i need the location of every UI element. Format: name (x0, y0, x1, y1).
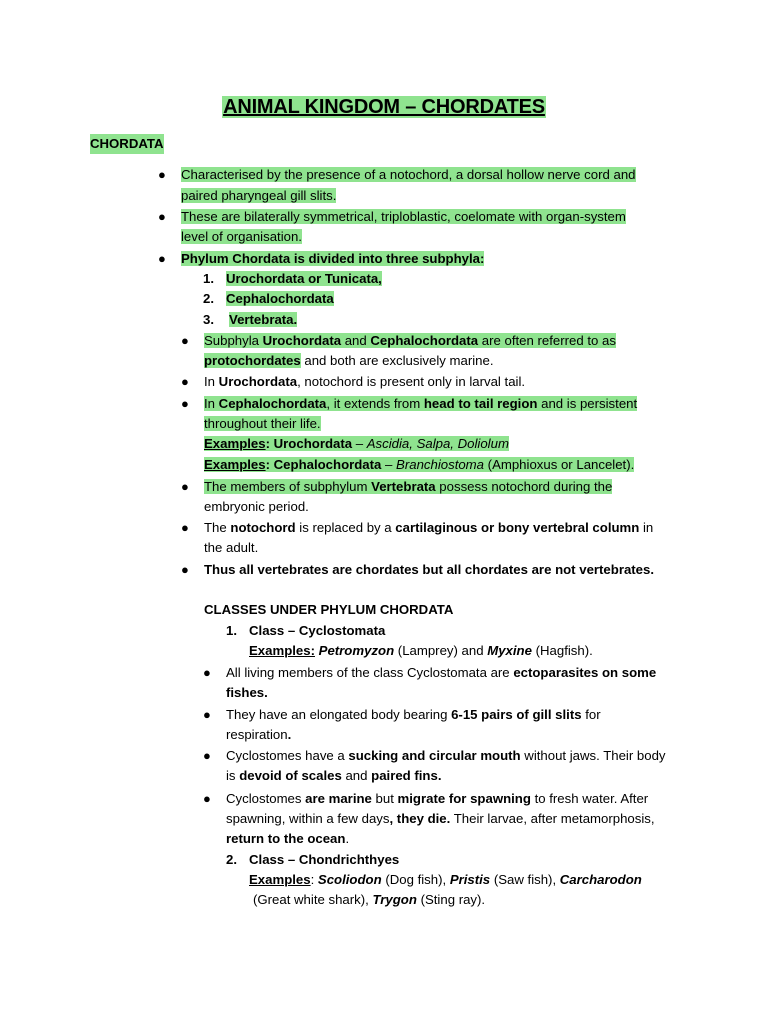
paragraph-line: spawning, within a few days, they die. Their larvae, after metamorphosis, (226, 811, 655, 826)
paragraph-line: is devoid of scales and paired fins. (226, 768, 442, 783)
paragraph-line: level of organisation. (181, 229, 302, 244)
bullet-icon: ● (181, 520, 189, 535)
paragraph-line: respiration. (226, 727, 292, 742)
bullet-icon: ● (181, 333, 189, 348)
paragraph-line: The members of subphylum Vertebrata possess notochord during the (204, 479, 613, 494)
paragraph-line: In Cephalochordata, it extends from head to tail region and is persistent (204, 396, 638, 411)
bullet-icon: ● (158, 251, 166, 266)
bullet-icon: ● (181, 396, 189, 411)
subphylum-item: Urochordata or Tunicata, (226, 271, 382, 286)
paragraph-line: Subphyla Urochordata and Cephalochordata are often referred to as (204, 333, 616, 348)
examples-line: Examples: Urochordata – Ascidia, Salpa, Doliolum (204, 436, 509, 451)
paragraph-line: protochordates and both are exclusively marine. (204, 353, 494, 368)
class-title: Class – Chondrichthyes (249, 852, 400, 867)
paragraph-line: paired pharyngeal gill slits. (181, 188, 337, 203)
subphylum-item: Cephalochordata (226, 291, 334, 306)
page-title: ANIMAL KINGDOM – CHORDATES (223, 96, 545, 118)
examples-line: Examples: Scoliodon (Dog fish), Pristis (Saw fish), Carcharodon (249, 872, 642, 887)
paragraph-line: embryonic period. (204, 499, 309, 514)
paragraph-line: The notochord is replaced by a cartilaginous or bony vertebral column in (204, 520, 654, 535)
paragraph-line: throughout their life. (204, 416, 321, 431)
paragraph-line: fishes. (226, 685, 268, 700)
examples-line: (Great white shark), Trygon (Sting ray). (253, 892, 486, 907)
class-title: Class – Cyclostomata (249, 623, 386, 638)
paragraph-line: They have an elongated body bearing 6-15 pairs of gill slits for (226, 707, 601, 722)
bullet-icon: ● (158, 167, 166, 182)
bullet-icon: ● (203, 707, 211, 722)
paragraph-line: In Urochordata, notochord is present only in larval tail. (204, 374, 526, 389)
paragraph-line: All living members of the class Cyclostomata are ectoparasites on some (226, 665, 657, 680)
paragraph-line: Cyclostomes have a sucking and circular mouth without jaws. Their body (226, 748, 666, 763)
list-number: 3. (203, 312, 214, 327)
bullet-icon: ● (203, 665, 211, 680)
subphylum-item: Vertebrata. (229, 312, 298, 327)
list-number: 1. (226, 623, 237, 638)
examples-line: Examples: Cephalochordata – Branchiostoma (Amphioxus or Lancelet). (204, 457, 635, 472)
paragraph-line: Characterised by the presence of a notochord, a dorsal hollow nerve cord and (181, 167, 636, 182)
list-number: 2. (226, 852, 237, 867)
bullet-icon: ● (181, 562, 189, 577)
examples-line: Examples: Petromyzon (Lamprey) and Myxine (Hagfish). (249, 643, 593, 658)
section-heading: CHORDATA (90, 134, 164, 154)
bullet-icon: ● (181, 374, 189, 389)
bullet-icon: ● (203, 791, 211, 806)
paragraph-line: Phylum Chordata is divided into three subphyla: (181, 251, 485, 266)
classes-heading: CLASSES UNDER PHYLUM CHORDATA (204, 602, 454, 617)
list-number: 2. (203, 291, 214, 306)
bullet-icon: ● (181, 479, 189, 494)
list-number: 1. (203, 271, 214, 286)
paragraph-line: Thus all vertebrates are chordates but all chordates are not vertebrates. (204, 562, 655, 577)
paragraph-line: return to the ocean. (226, 831, 350, 846)
paragraph-line: Cyclostomes are marine but migrate for spawning to fresh water. After (226, 791, 649, 806)
paragraph-line: the adult. (204, 540, 259, 555)
bullet-icon: ● (158, 209, 166, 224)
paragraph-line: These are bilaterally symmetrical, triploblastic, coelomate with organ-system (181, 209, 626, 224)
bullet-icon: ● (203, 748, 211, 763)
